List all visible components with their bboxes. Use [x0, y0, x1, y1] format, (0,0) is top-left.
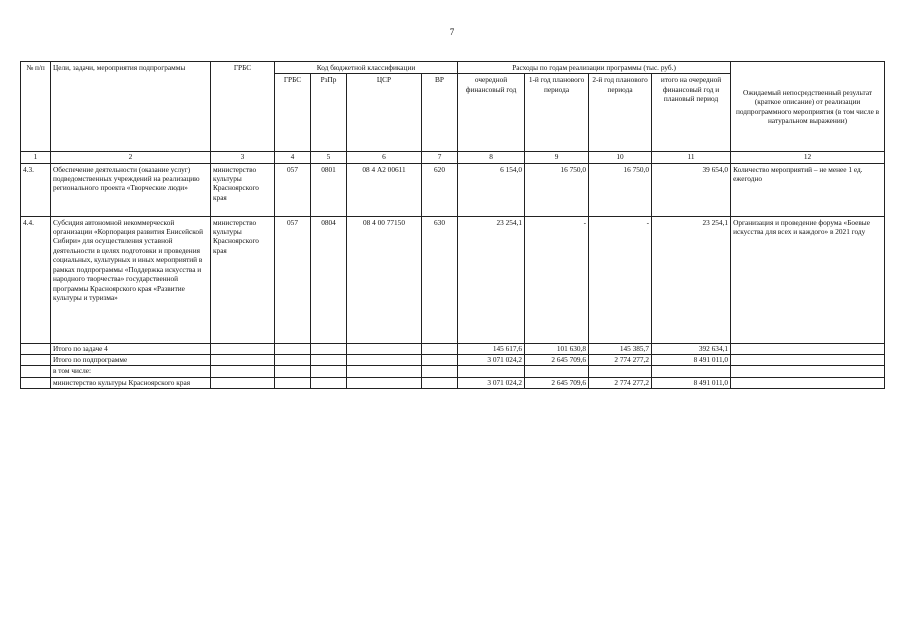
empty-cell: [422, 366, 458, 377]
row-no: 4.3.: [21, 163, 51, 216]
empty-cell: [211, 377, 275, 388]
col-number: 10: [589, 152, 652, 163]
empty-cell: [347, 354, 422, 365]
header-result: Ожидаемый непосредственный результат (краткое описание) от реализации подпрограммного мероприятия (в том числе в натуральном выражении): [731, 62, 885, 152]
col-number: 5: [311, 152, 347, 163]
header-bcc: Код бюджетной классификации: [275, 62, 458, 74]
header-goals: Цели, задачи, мероприятия подпрограммы: [51, 62, 211, 152]
empty-cell: [311, 366, 347, 377]
summary-year-2: 2 774 277,2: [589, 354, 652, 365]
empty-cell: [347, 366, 422, 377]
summary-label: министерство культуры Красноярского края: [51, 377, 211, 388]
empty-cell: [347, 377, 422, 388]
header-year-1: 1-й год планового периода: [525, 74, 589, 152]
col-number: 1: [21, 152, 51, 163]
empty-cell: [21, 343, 51, 354]
row-grbs-name: министерство культуры Красноярского края: [211, 216, 275, 343]
summary-year-0: 3 071 024,2: [458, 354, 525, 365]
page-number: 7: [449, 27, 455, 37]
row-result: Организация и проведение форума «Боевые искусства для всех и каждого» в 2021 году: [731, 216, 885, 343]
header-bcc-grbs: ГРБС: [275, 74, 311, 152]
header-vr: ВР: [422, 74, 458, 152]
empty-cell: [311, 343, 347, 354]
row-name: Субсидия автономной некоммерческой организации «Корпорация развития Енисейской Сибири» для осуществления уставной деятельности в целях подготовки и проведения социальных, культурных и иных мероприятий в рамках подпрограммы «Поддержка искусства и народного творчества» государственной программы Красноярского края «Развитие культуры и туризма»: [51, 216, 211, 343]
header-csr: ЦСР: [347, 74, 422, 152]
empty-cell: [211, 366, 275, 377]
summary-year-2: [589, 366, 652, 377]
header-year-0: очередной финансовый год: [458, 74, 525, 152]
empty-cell: [731, 343, 885, 354]
row-grbs-code: 057: [275, 216, 311, 343]
header-year-2: 2-й год планового периода: [589, 74, 652, 152]
col-number: 4: [275, 152, 311, 163]
empty-cell: [731, 354, 885, 365]
col-number: 12: [731, 152, 885, 163]
row-year-0: 23 254,1: [458, 216, 525, 343]
empty-cell: [422, 377, 458, 388]
col-number: 3: [211, 152, 275, 163]
row-total: 23 254,1: [652, 216, 731, 343]
header-total: итого на очередной финансовый год и плановый период: [652, 74, 731, 152]
summary-year-2: 2 774 277,2: [589, 377, 652, 388]
summary-year-1: 101 630,8: [525, 343, 589, 354]
summary-label: Итого по задаче 4: [51, 343, 211, 354]
empty-cell: [275, 343, 311, 354]
row-year-2: -: [589, 216, 652, 343]
col-number: 11: [652, 152, 731, 163]
row-no: 4.4.: [21, 216, 51, 343]
subprogram-table: [20, 61, 885, 389]
empty-cell: [275, 377, 311, 388]
row-name: Обеспечение деятельности (оказание услуг) подведомственных учреждений на реализацию регионального проекта «Творческие люди»: [51, 163, 211, 216]
row-year-2: 16 750,0: [589, 163, 652, 216]
row-rzpr: 0801: [311, 163, 347, 216]
empty-cell: [422, 343, 458, 354]
table-row: [21, 163, 885, 216]
row-vr: 630: [422, 216, 458, 343]
empty-cell: [347, 343, 422, 354]
header-expenses: Расходы по годам реализации программы (тыс. руб.): [458, 62, 731, 74]
col-number: 9: [525, 152, 589, 163]
summary-total: [652, 366, 731, 377]
summary-year-0: 3 071 024,2: [458, 377, 525, 388]
header-row-1: [21, 62, 885, 74]
empty-cell: [21, 354, 51, 365]
empty-cell: [211, 343, 275, 354]
header-grbs: ГРБС: [211, 62, 275, 152]
empty-cell: [311, 377, 347, 388]
summary-year-2: 145 385,7: [589, 343, 652, 354]
empty-cell: [21, 377, 51, 388]
row-grbs-name: министерство культуры Красноярского края: [211, 163, 275, 216]
summary-row: [21, 366, 885, 377]
summary-year-0: [458, 366, 525, 377]
table-row: [21, 216, 885, 343]
row-year-1: 16 750,0: [525, 163, 589, 216]
summary-total: 8 491 011,0: [652, 377, 731, 388]
summary-total: 8 491 011,0: [652, 354, 731, 365]
empty-cell: [422, 354, 458, 365]
summary-row: [21, 354, 885, 365]
summary-label: в том числе:: [51, 366, 211, 377]
row-csr: 08 4 00 77150: [347, 216, 422, 343]
empty-cell: [211, 354, 275, 365]
row-rzpr: 0804: [311, 216, 347, 343]
empty-cell: [275, 354, 311, 365]
column-numbers-row: [21, 152, 885, 163]
summary-year-1: 2 645 709,6: [525, 354, 589, 365]
row-year-1: -: [525, 216, 589, 343]
summary-total: 392 634,1: [652, 343, 731, 354]
row-result: Количество мероприятий – не менее 1 ед. ежегодно: [731, 163, 885, 216]
col-number: 8: [458, 152, 525, 163]
summary-year-0: 145 617,6: [458, 343, 525, 354]
empty-cell: [21, 366, 51, 377]
col-number: 2: [51, 152, 211, 163]
row-total: 39 654,0: [652, 163, 731, 216]
empty-cell: [311, 354, 347, 365]
summary-row: [21, 377, 885, 388]
summary-year-1: 2 645 709,6: [525, 377, 589, 388]
summary-row: [21, 343, 885, 354]
summary-label: Итого по подпрограмме: [51, 354, 211, 365]
col-number: 6: [347, 152, 422, 163]
row-vr: 620: [422, 163, 458, 216]
row-year-0: 6 154,0: [458, 163, 525, 216]
summary-year-1: [525, 366, 589, 377]
empty-cell: [275, 366, 311, 377]
col-number: 7: [422, 152, 458, 163]
row-csr: 08 4 А2 00611: [347, 163, 422, 216]
header-no: № п/п: [21, 62, 51, 152]
header-rzpr: РзПр: [311, 74, 347, 152]
empty-cell: [731, 377, 885, 388]
row-grbs-code: 057: [275, 163, 311, 216]
empty-cell: [731, 366, 885, 377]
